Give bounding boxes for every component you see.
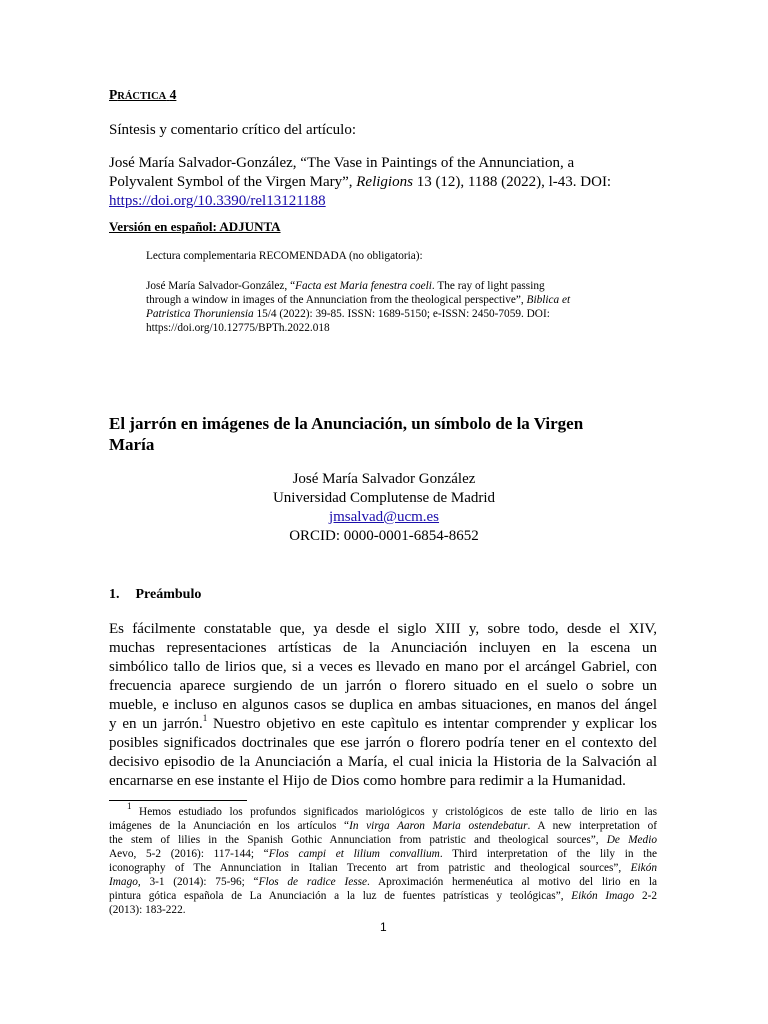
footnote-line7 (109, 889, 657, 903)
section-heading (109, 587, 201, 603)
footnote-line4 (109, 847, 657, 861)
complementary-line2-italic: Biblica et (526, 294, 571, 306)
footnote-line2-italic: In virga Aaron Maria ostendebatur (349, 820, 528, 832)
footnote-line1-text: Hemos estudiado los profundos significados mariológicos y cristológicos de este tallo de lirio en las (131, 806, 657, 818)
footnote-line6-italic: Imago, (109, 876, 141, 888)
body-line-with-footnote (109, 715, 657, 734)
body-line6-suffix: Nuestro objetivo en este capìtulo es intentar comprender y explicar los (207, 716, 657, 732)
body-line: decisivo episodio de la Anunciación a María, el cual inicia la Historia de la Salvación al (109, 754, 657, 770)
footnote-line5-prefix: iconography of The Annunciation in Italian Trecento art from patristic and theological sources”, (109, 862, 631, 874)
footnote-line2-suffix: . A new interpretation of (527, 820, 658, 832)
main-reference-line1: José María Salvador-González, “The Vase in Paintings of the Annunciation, a (109, 155, 575, 171)
body-line: posibles significados doctrinales que ese jarrón o florero podría tener en el contexto del (109, 735, 657, 751)
author-block (109, 470, 659, 546)
footnote-line3-prefix: the stem of lilies in the Spanish Gothic Annunciation from patristic and theological sources”, (109, 834, 607, 846)
body-line: mueble, e incluso en algunos casos se duplica en ambas situaciones, en manos del ángel (109, 697, 657, 713)
complementary-reference (146, 279, 666, 335)
complementary-line3-suffix: 15/4 (2022): 39-85. ISSN: 1689-5150; e-ISSN: 2450-7059. DOI: (253, 308, 550, 320)
author-university: Universidad Complutense de Madrid (272, 490, 496, 506)
body-line: muchas representaciones artísticas de la Anunciación incluyen en la escena un (109, 640, 657, 656)
page-number: 1 (380, 920, 387, 934)
complementary-label: Lectura complementaria RECOMENDADA (no obligatoria): (146, 250, 423, 262)
footnote-line3-italic: De Medio (606, 834, 657, 846)
complementary-line1-italic: Facta est Maria fenestra coeli (295, 280, 432, 292)
footnote-line6-prefix: 3-1 (2014): 75-96; “ (140, 876, 259, 888)
footnote-line7-suffix: 2-2 (634, 890, 658, 902)
footnote-line4-italic: Flos campi et lilium convallium (268, 848, 440, 860)
main-reference-line2-suffix: 13 (12), 1188 (2022), l-43. DOI: (412, 174, 612, 190)
section-title: Preámbulo (135, 587, 202, 602)
body-paragraph (109, 620, 657, 791)
footnote-line6-italic2: Flos de radice Iesse (258, 876, 368, 888)
footnote-line5-italic: Eikón (630, 862, 657, 874)
journal-name: Religions (356, 174, 413, 190)
section-number: 1. (109, 587, 120, 602)
footnote-line3 (109, 833, 657, 847)
footnote-line2-prefix: imágenes de la Anunciación en los artículos “ (109, 820, 350, 832)
complementary-line3-italic: Patristica Thoruniensia (146, 308, 254, 320)
footnote-line5 (109, 861, 657, 875)
article-title-line1: El jarrón en imágenes de la Anunciación, un símbolo de la Virgen (109, 414, 584, 433)
footnote-line7-italic: Eikón Imago (571, 890, 635, 902)
main-reference-line2-prefix: Polyvalent Symbol of the Virgen Mary”, (109, 174, 357, 190)
footnote-mark: 1 (127, 801, 132, 812)
footnote (109, 801, 658, 917)
author-email-link[interactable]: jmsalvad@ucm.es (328, 509, 440, 525)
article-title (109, 413, 669, 455)
footnote-line6 (109, 875, 657, 889)
footnote-line6-suffix: . Aproximación hermenéutica al motivo del lirio en la (367, 876, 657, 888)
complementary-line4: https://doi.org/10.12775/BPTh.2022.018 (146, 322, 330, 334)
practice-heading-rest: RÁCTICA (117, 91, 167, 102)
practice-heading (109, 87, 176, 103)
footnote-line2 (109, 819, 657, 833)
practice-number: 4 (169, 87, 177, 102)
synthesis-label: Síntesis y comentario crítico del artículo: (109, 122, 357, 138)
main-reference (109, 154, 669, 211)
body-line: Es fácilmente constatable que, ya desde el siglo XIII y, sobre todo, desde el XIV, (109, 621, 657, 637)
footnote-reference[interactable]: 1 (202, 713, 208, 723)
complementary-line1-prefix: José María Salvador-González, “ (146, 280, 296, 292)
doi-link[interactable]: https://doi.org/10.3390/rel13121188 (109, 193, 326, 209)
article-title-line2: María (109, 435, 155, 454)
practice-heading-initial: P (109, 87, 118, 102)
footnote-line4-prefix: Aevo, 5-2 (2016): 117-144; “ (109, 848, 269, 860)
complementary-line1-suffix: . The ray of light passing (431, 280, 545, 292)
complementary-line2-prefix: through a window in images of the Annunciation from the theological perspective”, (146, 294, 527, 306)
footnote-line1 (109, 801, 657, 819)
footnote-line7-prefix: pintura gótica española de La Anunciación a la luz de fuentes patrísticas y teológicas”, (109, 890, 572, 902)
complementary-line2 (146, 293, 666, 307)
body-line-last: encarnarse en ese instante el Hijo de Dios como hombre para redimir a la Humanidad. (109, 773, 626, 789)
main-reference-line2 (109, 173, 669, 192)
complementary-line3 (146, 307, 666, 321)
footnote-line8: (2013): 183-222. (109, 904, 186, 916)
footnote-line4-suffix: . Third interpretation of the lily in the (439, 848, 657, 860)
body-line: frecuencia aparece surgiendo de un jarrón o florero situado en el suelo o sobre un (109, 678, 657, 694)
author-orcid: ORCID: 0000-0001-6854-8652 (289, 528, 479, 544)
complementary-line1 (146, 279, 666, 293)
body-line: simbólico tallo de lirios que, si a veces es llevado en mano por el arcángel Gabriel, con (109, 659, 657, 675)
author-name: José María Salvador González (292, 471, 476, 487)
body-line6-prefix: y en un jarrón. (109, 716, 203, 732)
spanish-version-label: Versión en español: ADJUNTA (109, 219, 281, 234)
